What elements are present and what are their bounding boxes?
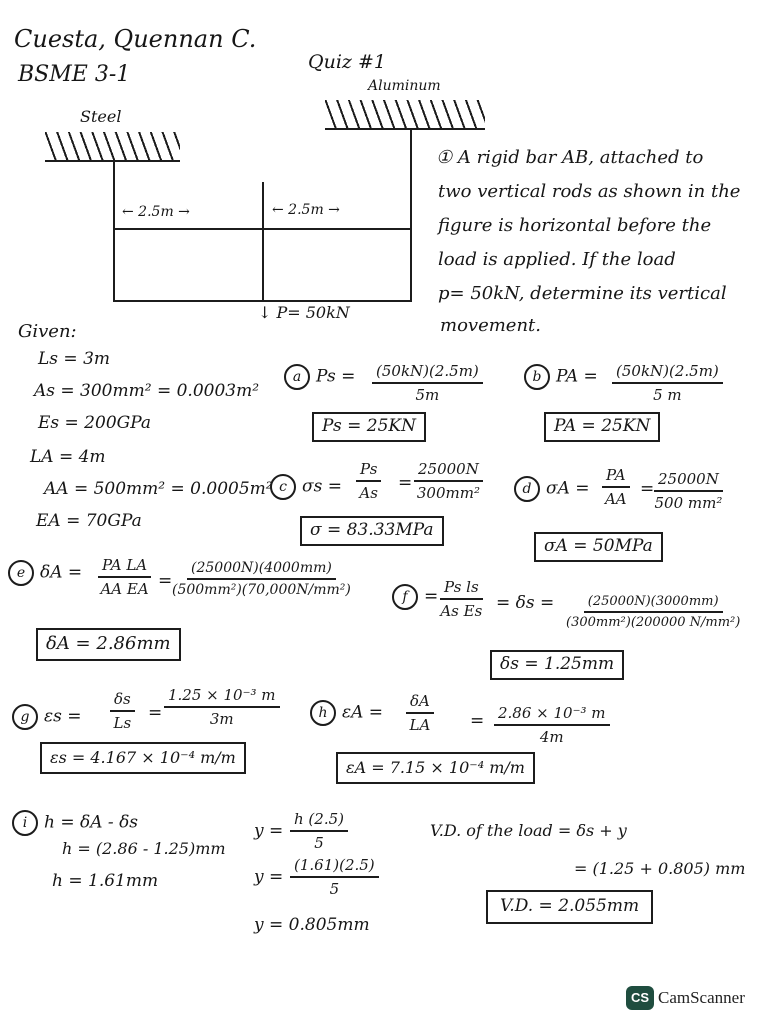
y-equation-lhs: y = [254, 867, 284, 887]
step-g-lhs [12, 704, 82, 730]
vd-line: = (1.25 + 0.805) mm [574, 859, 746, 878]
vd-result: V.D. = 2.055mm [486, 890, 653, 924]
camscanner-label: CamScanner [658, 988, 745, 1007]
step-f-middle: = δs = [496, 593, 555, 613]
step-h-denominator-1: LA [409, 716, 431, 734]
step-a-denominator: 5m [415, 386, 440, 404]
step-e-equals: = [158, 571, 173, 591]
aluminum-label: Aluminum [368, 78, 441, 94]
step-g-equals: = [148, 703, 163, 723]
step-c-denominator-2: 300mm² [416, 484, 480, 502]
bar-midline [262, 182, 264, 302]
step-b-numerator: (50kN)(2.5m) [612, 362, 723, 384]
step-h-lhs [310, 700, 383, 726]
step-h-marker: h [310, 700, 336, 726]
given-item: AA = 500mm² = 0.0005m² [44, 479, 273, 499]
step-c-denominator-1: As [359, 484, 378, 502]
y-denominator-1: 5 [314, 834, 324, 852]
step-c-numerator-1: Ps [356, 460, 381, 482]
given-item: As = 300mm² = 0.0003m² [34, 381, 260, 401]
step-f-denominator-1: As Es [440, 602, 483, 620]
given-item: Es = 200GPa [38, 413, 152, 433]
step-d-result: σA = 50MPa [534, 532, 663, 562]
step-c-lhs [270, 474, 342, 500]
step-g-numerator-2: 1.25 × 10⁻³ m [164, 686, 280, 708]
steel-support [45, 132, 180, 162]
aluminum-rod [410, 130, 412, 302]
quiz-title: Quiz #1 [308, 51, 386, 73]
step-f-denominator-2: (300mm²)(200000 N/mm²) [566, 615, 741, 630]
y-fraction-2 [290, 856, 379, 898]
steel-rod [113, 162, 115, 302]
step-d-fraction-1 [602, 466, 630, 508]
step-d-equation: σA = [546, 478, 590, 499]
vd-line: V.D. of the load = δs + y [430, 821, 627, 840]
step-d-marker: d [514, 476, 540, 502]
step-f-marker: f [392, 584, 418, 610]
step-h-equals: = [470, 711, 485, 731]
step-d-lhs [514, 476, 590, 502]
step-c-numerator-2: 25000N [414, 460, 483, 482]
step-h-equation: εA = [342, 702, 384, 723]
step-h-fraction-1 [406, 692, 434, 734]
step-f-numerator-2: (25000N)(3000mm) [584, 594, 723, 613]
step-c-fraction-1 [356, 460, 381, 502]
given-item: EA = 70GPa [36, 511, 142, 531]
step-h-numerator-2: 2.86 × 10⁻³ m [494, 704, 610, 726]
step-e-marker: e [8, 560, 34, 586]
step-c-equals: = [398, 473, 413, 493]
y-numerator-2: (1.61)(2.5) [290, 856, 379, 878]
step-d-numerator-1: PA [602, 466, 630, 488]
step-b-lhs [524, 364, 598, 390]
step-h-result: εA = 7.15 × 10⁻⁴ m/m [336, 752, 535, 784]
step-g-denominator-2: 3m [209, 710, 234, 728]
y-denominator-2: 5 [329, 880, 340, 898]
right-span-dimension: ← 2.5m → [272, 202, 340, 218]
step-b-result: PA = 25KN [544, 412, 660, 442]
step-f-fraction-2 [566, 594, 740, 630]
step-e-equation: δA = [40, 562, 83, 583]
y-result-line: y = 0.805mm [254, 915, 370, 935]
step-e-numerator-2: (25000N)(4000mm) [187, 560, 336, 580]
given-title: Given: [18, 321, 77, 342]
rigid-bar-top [113, 228, 412, 230]
step-h-denominator-2: 4m [539, 728, 564, 746]
step-i-line: h = 1.61mm [52, 871, 159, 891]
step-h-numerator-1: δA [406, 692, 434, 714]
step-b-denominator: 5 m [653, 386, 682, 404]
steel-label: Steel [80, 107, 122, 126]
step-d-denominator-2: 500 mm² [654, 494, 723, 512]
step-e-denominator-1: AA EA [100, 580, 149, 598]
step-f-numerator-1: Ps ls [440, 578, 483, 600]
step-g-result: εs = 4.167 × 10⁻⁴ m/m [40, 742, 246, 774]
step-h-fraction-2 [494, 704, 610, 746]
step-a-numerator: (50kN)(2.5m) [372, 362, 483, 384]
left-span-dimension: ← 2.5m → [122, 204, 190, 220]
step-g-denominator-1: Ls [113, 714, 132, 732]
problem-line: movement. [440, 315, 541, 336]
step-e-result: δA = 2.86mm [36, 628, 181, 661]
step-b-equation: PA = [556, 366, 598, 387]
given-item: Ls = 3m [38, 349, 111, 369]
problem-line: two vertical rods as shown in the [438, 181, 741, 202]
problem-line: p= 50kN, determine its vertical [438, 283, 727, 304]
step-a-fraction [372, 362, 483, 404]
step-c-fraction-2 [414, 460, 483, 502]
student-name: Cuesta, Quennan C. [14, 25, 257, 53]
problem-line: load is applied. If the load [438, 249, 676, 270]
step-g-fraction-2 [164, 686, 280, 728]
given-item: LA = 4m [30, 447, 106, 467]
rigid-bar-bottom [113, 300, 412, 302]
y-numerator-1: h (2.5) [290, 810, 348, 832]
section-label: BSME 3-1 [18, 62, 131, 87]
step-c-result: σ = 83.33MPa [300, 516, 444, 546]
step-b-fraction [612, 362, 723, 404]
y-fraction-1 [290, 810, 348, 852]
step-i-line [12, 810, 138, 836]
step-c-marker: c [270, 474, 296, 500]
step-f-result: δs = 1.25mm [490, 650, 624, 680]
step-b-marker: b [524, 364, 550, 390]
step-i-equation: h = δA - δs [44, 812, 139, 833]
step-d-equals: = [640, 479, 655, 499]
step-g-marker: g [12, 704, 38, 730]
camscanner-logo: CS [626, 986, 654, 1010]
step-i-line: h = (2.86 - 1.25)mm [62, 839, 226, 858]
step-g-equation: εs = [44, 706, 82, 727]
step-e-numerator-1: PA LA [98, 556, 151, 578]
step-a-result: Ps = 25KN [312, 412, 426, 442]
step-f-lhs [392, 584, 438, 610]
step-a-marker: a [284, 364, 310, 390]
step-e-denominator-2: (500mm²)(70,000N/mm²) [172, 582, 351, 598]
problem-line: figure is horizontal before the [438, 215, 712, 236]
step-e-fraction-1 [98, 556, 151, 598]
step-d-numerator-2: 25000N [654, 470, 723, 492]
step-e-fraction-2 [172, 560, 351, 598]
step-f-fraction-1 [440, 578, 483, 620]
problem-line: ① A rigid bar AB, attached to [436, 147, 704, 168]
step-i-marker: i [12, 810, 38, 836]
step-g-fraction-1 [110, 690, 135, 732]
y-equation-lhs: y = [254, 821, 284, 841]
step-d-denominator-1: AA [604, 490, 627, 508]
step-c-equation: σs = [302, 476, 342, 497]
step-e-lhs [8, 560, 82, 586]
step-a-lhs [284, 364, 355, 390]
load-arrow-label: ↓ P= 50kN [258, 303, 350, 322]
step-a-equation: Ps = [316, 366, 356, 387]
step-g-numerator-1: δs [110, 690, 135, 712]
step-f-equation: = [424, 586, 439, 607]
step-d-fraction-2 [654, 470, 723, 512]
aluminum-support [325, 100, 485, 130]
